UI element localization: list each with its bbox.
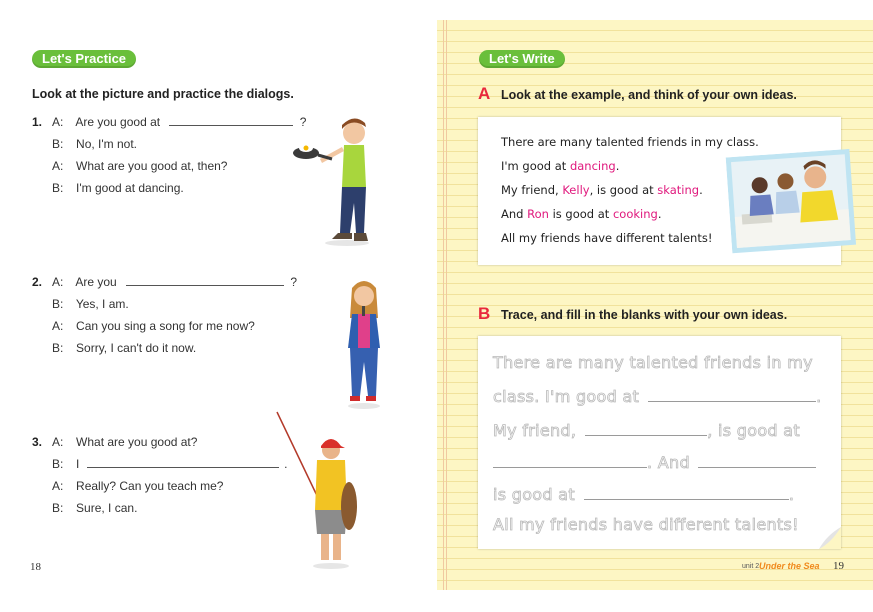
footer-unit-label: unit 2	[742, 563, 760, 570]
highlight-word: skating	[657, 183, 700, 197]
line-text: Really? Can you teach me?	[76, 479, 224, 493]
lets-practice-badge: Let's Practice	[32, 50, 136, 68]
answer-blank[interactable]	[169, 115, 293, 126]
trace-text: My friend,	[493, 421, 577, 440]
classroom-photo	[726, 149, 859, 258]
section-b-letter: B	[478, 304, 491, 323]
speaker: B:	[52, 457, 64, 471]
boy-fishing-photo	[275, 410, 370, 570]
dialog-2-line-1	[52, 274, 297, 290]
trace-text: class. I'm good at	[493, 387, 640, 406]
speaker: B:	[52, 501, 64, 515]
example-line-4	[501, 207, 661, 221]
text: is good at	[548, 207, 613, 221]
line-text: Sorry, I can't do it now.	[76, 341, 197, 355]
section-b-instruction: Trace, and fill in the blanks with your own ideas.	[501, 308, 788, 322]
fill-blank[interactable]	[648, 387, 816, 402]
answer-blank[interactable]	[126, 275, 284, 286]
example-line-5: All my friends have different talents!	[501, 231, 713, 245]
example-line-1: There are many talented friends in my class.	[501, 135, 759, 149]
speaker: A:	[52, 159, 64, 173]
dialog-1-line-4	[52, 180, 184, 196]
dialog-3-line-3	[52, 478, 223, 494]
dialog-2-line-2	[52, 296, 129, 312]
trace-line-3	[493, 421, 800, 440]
text: , is good at	[589, 183, 658, 197]
line-text: Are you good at	[75, 115, 161, 129]
dialog-2-line-3	[52, 318, 255, 334]
dialog-1-line-1	[52, 114, 306, 130]
highlight-word: Kelly	[562, 183, 590, 197]
trace-line-2	[493, 387, 822, 406]
trace-text: . And	[647, 453, 690, 472]
text: And	[501, 207, 528, 221]
text: .	[699, 183, 703, 197]
line-text: I	[76, 457, 80, 471]
line-text: What are you good at?	[76, 435, 198, 449]
dialog-1-line-3	[52, 158, 227, 174]
speaker: B:	[52, 181, 64, 195]
trace-text: .	[788, 485, 795, 504]
page-number-left: 18	[30, 561, 41, 573]
highlight-word: dancing	[569, 159, 616, 173]
line-text: I'm good at dancing.	[76, 181, 184, 195]
trace-card	[478, 336, 841, 549]
trace-line-5	[493, 485, 794, 504]
section-a-instruction: Look at the example, and think of your own ideas.	[501, 88, 797, 102]
speaker: B:	[52, 137, 64, 151]
punctuation: ?	[299, 115, 307, 129]
line-text: Are you	[75, 275, 117, 289]
highlight-word: cooking	[612, 207, 658, 221]
trace-line-1: There are many talented friends in my	[493, 353, 813, 372]
fill-blank[interactable]	[585, 421, 707, 436]
girl-singing-photo	[336, 278, 396, 413]
answer-blank[interactable]	[87, 457, 279, 468]
speaker: A:	[52, 115, 64, 129]
boy-cooking-photo	[292, 115, 382, 250]
speaker: A:	[52, 435, 64, 449]
trace-line-4	[493, 453, 816, 472]
speaker: B:	[52, 341, 64, 355]
dialog-2-number: 2.	[32, 275, 43, 289]
fill-blank[interactable]	[584, 485, 789, 500]
practice-instruction: Look at the picture and practice the dialogs.	[32, 87, 294, 101]
punctuation: ?	[290, 275, 298, 289]
text: .	[615, 159, 620, 173]
speaker: A:	[52, 319, 64, 333]
trace-text: , is good at	[707, 421, 800, 440]
fill-blank[interactable]	[698, 453, 816, 468]
dialog-1-line-2	[52, 136, 137, 152]
section-a-letter: A	[478, 84, 491, 103]
dialog-3-line-2	[52, 456, 287, 472]
line-text: Yes, I am.	[75, 297, 129, 311]
speaker: B:	[52, 297, 64, 311]
example-line-2	[501, 159, 619, 173]
trace-text: .	[816, 387, 822, 406]
punctuation: .	[284, 457, 288, 471]
speaker: A:	[52, 479, 64, 493]
line-text: What are you good at, then?	[76, 159, 228, 173]
dialog-3-line-4	[52, 500, 137, 516]
dialog-1-number: 1.	[32, 115, 43, 129]
line-text: Sure, I can.	[76, 501, 138, 515]
dialog-3-number: 3.	[32, 435, 43, 449]
trace-line-6: All my friends have different talents!	[493, 515, 799, 534]
dialog-3-line-1	[52, 434, 197, 450]
footer-unit-title: Under the Sea	[759, 561, 820, 571]
line-text: No, I'm not.	[76, 137, 138, 151]
left-page	[0, 0, 436, 612]
fill-blank[interactable]	[493, 453, 647, 468]
example-line-3	[501, 183, 703, 197]
line-text: Can you sing a song for me now?	[76, 319, 255, 333]
right-page	[437, 20, 873, 590]
dialog-2-line-4	[52, 340, 196, 356]
page-number-right: 19	[833, 560, 844, 572]
lets-write-badge: Let's Write	[479, 50, 565, 68]
trace-text: is good at	[493, 485, 575, 504]
page-curl-icon	[819, 527, 841, 549]
text: My friend,	[501, 183, 563, 197]
speaker: A:	[52, 275, 64, 289]
highlight-word: Ron	[527, 207, 549, 221]
text: I'm good at	[501, 159, 570, 173]
text: .	[657, 207, 662, 221]
